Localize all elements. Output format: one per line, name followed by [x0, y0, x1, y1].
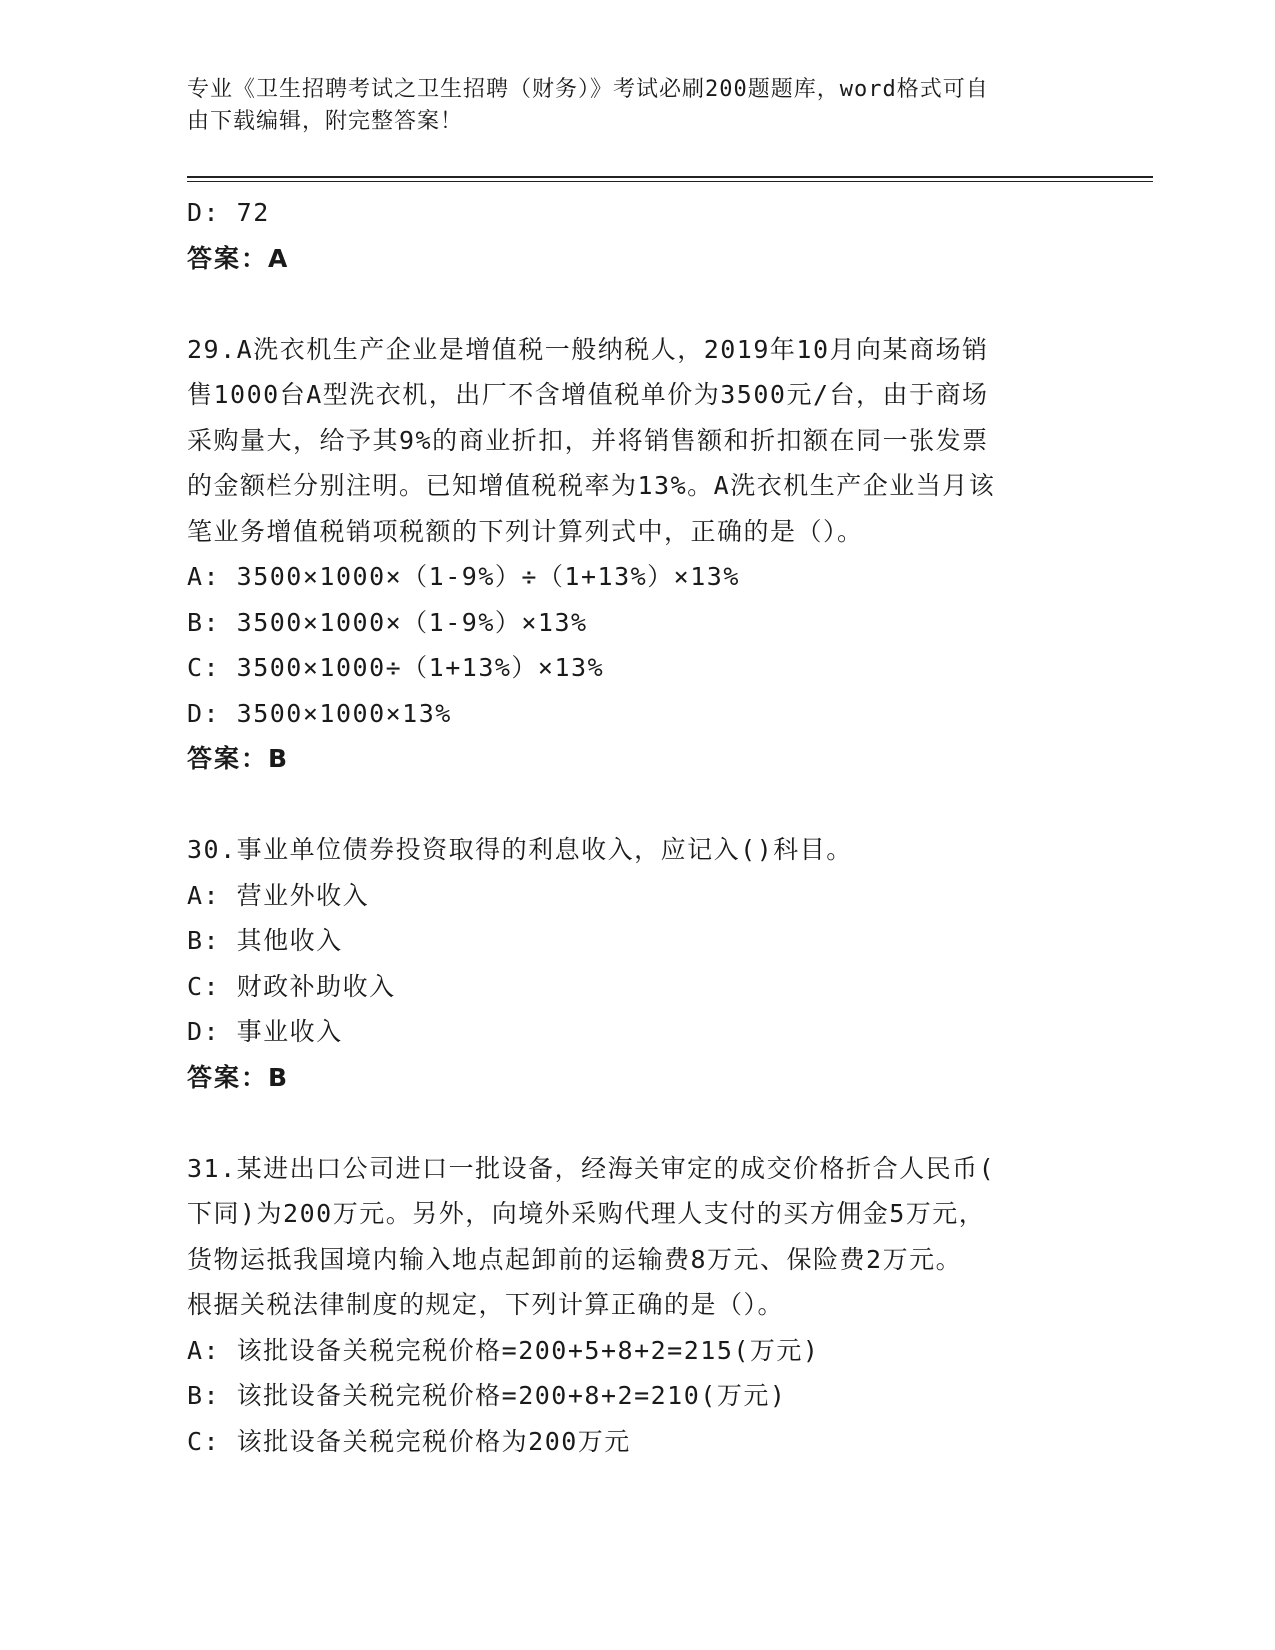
prev-question-answer: 答案：A — [187, 243, 290, 273]
option-d: D: 事业收入 — [187, 1017, 343, 1046]
option-a: A: 该批设备关税完税价格=200+5+8+2=215(万元) — [187, 1335, 820, 1365]
option-b: B: 该批设备关税完税价格=200+8+2=210(万元) — [187, 1381, 787, 1410]
header-divider-thick — [187, 176, 1153, 178]
header-title-line-2: 由下载编辑，附完整答案！ — [187, 109, 464, 134]
question-stem-line: 根据关税法律制度的规定，下列计算正确的是（）。 — [187, 1290, 785, 1319]
question-stem-line: 采购量大，给予其9%的商业折扣，并将销售额和折扣额在同一张发票 — [187, 425, 989, 455]
option-a: A: 营业外收入 — [187, 880, 370, 910]
header-title-line-1: 专业《卫生招聘考试之卫生招聘（财务）》考试必刷200题题库，word格式可自 — [187, 77, 989, 102]
question-stem-line: 笔业务增值税销项税额的下列计算列式中，正确的是（）。 — [187, 516, 864, 546]
answer-label: 答案：B — [187, 1062, 290, 1092]
option-d: D: 3500×1000×13% — [187, 698, 452, 728]
prev-question-option-d: D: 72 — [187, 198, 270, 227]
header-divider-thin — [187, 181, 1153, 182]
question-stem-line: 30.事业单位债券投资取得的利息收入，应记入()科目。 — [187, 835, 853, 864]
option-a: A: 3500×1000×（1-9%）÷（1+13%）×13% — [187, 562, 740, 591]
document-header — [187, 74, 1067, 138]
document-body — [187, 190, 1087, 1464]
question-stem-line: 售1000台A型洗衣机，出厂不含增值税单价为3500元/台，由于商场 — [187, 380, 989, 409]
question-30 — [187, 827, 1087, 1100]
question-29 — [187, 327, 1087, 782]
option-b: B: 其他收入 — [187, 926, 343, 955]
spacer — [187, 281, 1087, 327]
question-stem-line: 29.A洗衣机生产企业是增值税一般纳税人，2019年10月向某商场销 — [187, 334, 989, 364]
question-stem-line: 的金额栏分别注明。已知增值税税率为13%。A洗衣机生产企业当月该 — [187, 471, 996, 500]
question-stem-line: 下同)为200万元。另外，向境外采购代理人支付的买方佣金5万元， — [187, 1199, 986, 1228]
option-c: C: 财政补助收入 — [187, 971, 396, 1001]
question-31 — [187, 1146, 1087, 1465]
question-stem-line: 31.某进出口公司进口一批设备，经海关审定的成交价格折合人民币( — [187, 1153, 996, 1183]
spacer — [187, 1100, 1087, 1146]
question-stem-line: 货物运抵我国境内输入地点起卸前的运输费8万元、保险费2万元。 — [187, 1244, 963, 1274]
option-c: C: 该批设备关税完税价格为200万元 — [187, 1426, 631, 1456]
spacer — [187, 782, 1087, 828]
answer-label: 答案：B — [187, 744, 290, 773]
option-b: B: 3500×1000×（1-9%）×13% — [187, 607, 588, 637]
option-c: C: 3500×1000÷（1+13%）×13% — [187, 653, 605, 682]
